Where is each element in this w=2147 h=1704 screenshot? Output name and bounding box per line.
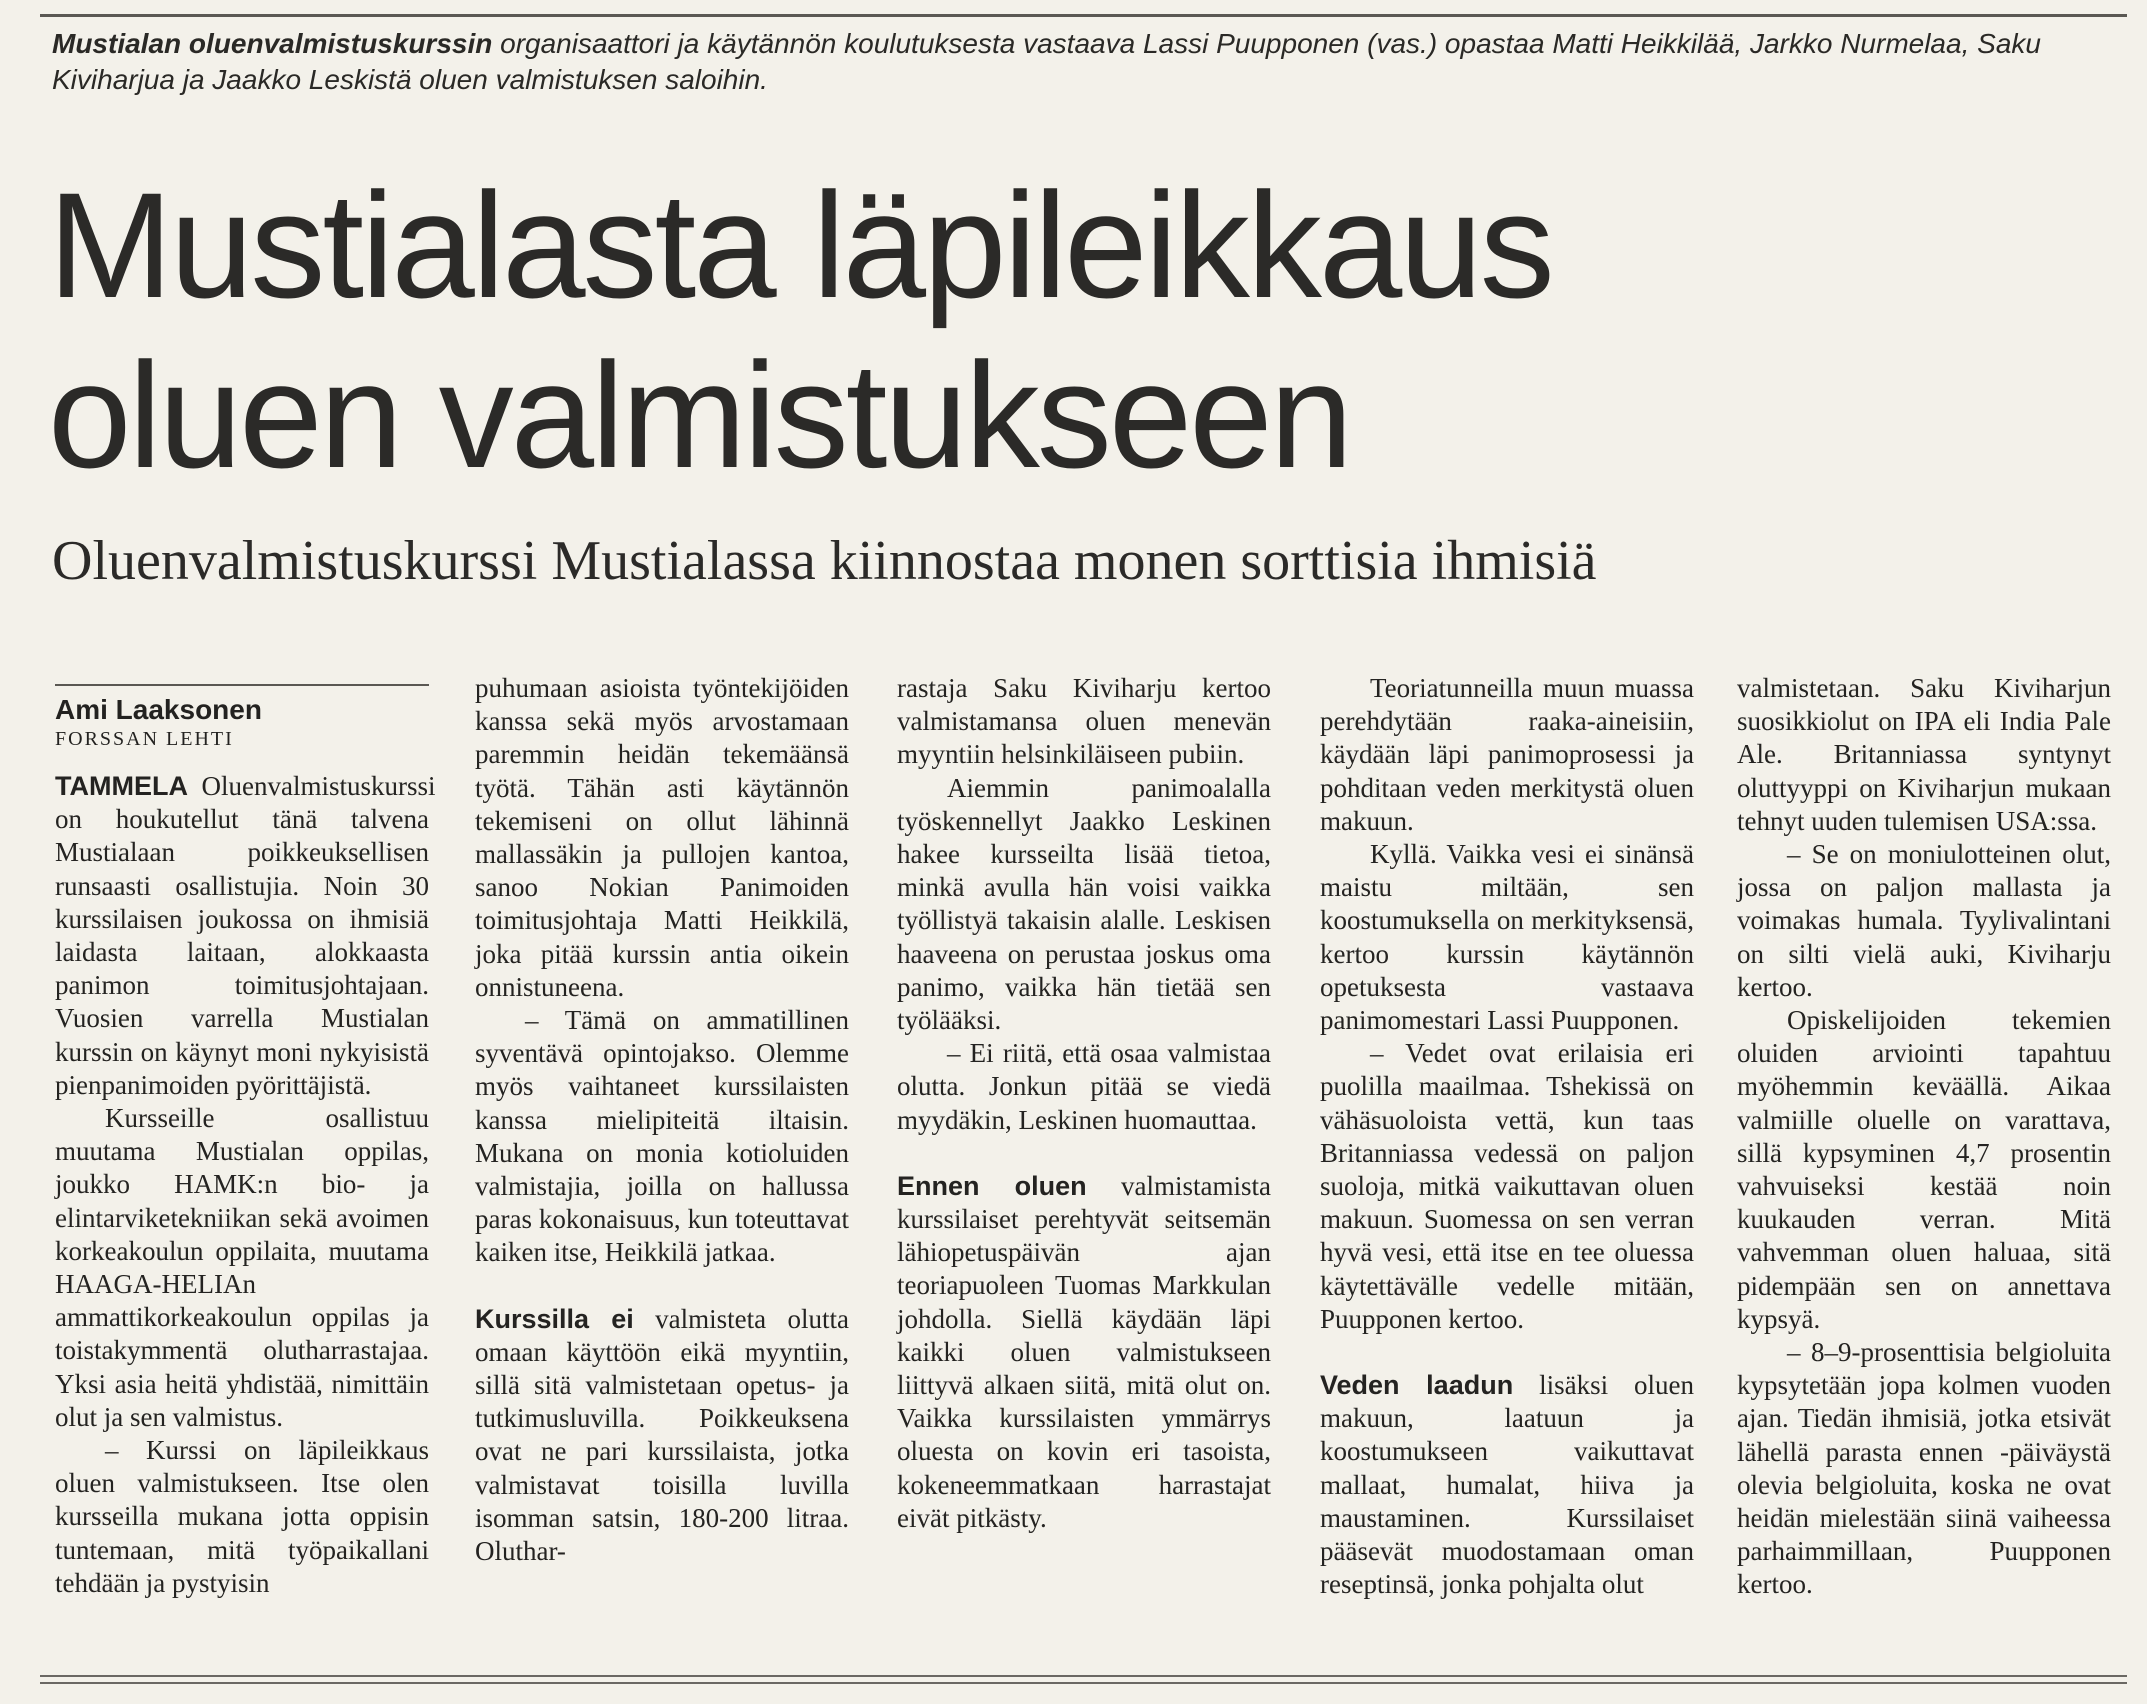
paragraph-text: lisäksi oluen makuun, laatuun ja koostumukseen vaikuttavat mallaat, humalat, hiiva ja maustaminen. Kurssilaiset pääsevät muodostamaan oman reseptinsä, jonka pohjalta olut <box>1320 1370 1694 1600</box>
bottom-rule <box>40 1675 2127 1677</box>
article-paragraph <box>897 1170 1271 1535</box>
paragraph-text: valmistamista kurssilaiset perehtyvät seitsemän lähiopetuspäivän ajan teoriapuoleen Tuomas Markkulan johdolla. Siellä käydään läpi kaikki oluen valmistukseen liittyvä alkaen siitä, mitä olut on. Vaikka kurssilaisten ymmärrys oluesta on kovin eri tasoista, kokeneemmatkaan harrastajat eivät pitkästy. <box>897 1170 1271 1533</box>
byline-author: Ami Laaksonen <box>55 694 262 725</box>
article-column-5 <box>1737 672 2111 1602</box>
article-paragraph: – Se on moniulotteinen olut, jossa on paljon mallasta ja voimakas humala. Tyylivalintani on silti vielä auki, Kiviharju kertoo. <box>1737 839 2111 1002</box>
headline-line-1: Mustialasta läpileikkaus <box>48 161 1552 329</box>
article-paragraph: rastaja Saku Kiviharju kertoo valmistamansa oluen menevän myyntiin helsinkiläiseen pubiin. <box>897 673 1271 770</box>
article-paragraph <box>475 1303 849 1569</box>
article-paragraph: – Tämä on ammatillinen syventävä opintojakso. Olemme myös vaihtaneet kurssilaisten kanssa mielipiteitä iltaisin. Mukana on monia kotioluiden valmistajia, joilla on hallussa paras kokonaisuus, kun toteuttavat kaiken itse, Heikkilä jatkaa. <box>475 1005 849 1268</box>
article-paragraph: Teoriatunneilla muun muassa perehdytään raaka-aineisiin, käydään läpi panimoprosessi ja pohditaan veden merkitystä oluen makuun. <box>1320 673 1694 836</box>
article-paragraph: Aiemmin panimoalalla työskennellyt Jaakko Leskinen hakee kursseilta lisää tietoa, minkä avulla hän voisi vaikka työllistyä takaisin alalle. Leskisen haaveena on perustaa joskus oma panimo, vaikka hän tietää sen työlääksi. <box>897 772 1271 1036</box>
article-paragraph: – 8–9-prosenttisia belgioluita kypsytetään jopa kolmen vuoden ajan. Tiedän ihmisiä, jotka etsivät lähellä parasta ennen -päiväystä olevia belgioluita, koska ne ovat heidän mielestään siinä vaiheessa parhaimmillaan, Puupponen kertoo. <box>1737 1337 2111 1600</box>
article-paragraph: – Vedet ovat erilaisia eri puolilla maailmaa. Tshekissä on vähäsuoloista vettä, kun taas Britanniassa vedessä on paljon suoloja, mitkä vaikuttavan oluen makuun. Suomessa on sen verran hyvä vesi, että itse en tee oluessa käytettävälle vedelle mitään, Puupponen kertoo. <box>1320 1038 1694 1334</box>
byline-paper: FORSSAN LEHTI <box>55 728 234 750</box>
paragraph-text: valmisteta olutta omaan käyttöön eikä myyntiin, sillä sitä valmistetaan opetus- ja tutkimusluvilla. Poikkeuksena ovat ne pari kurssilaista, jotka valmistavat toisilla luvilla isomman satsin, 180-200 litraa. Oluthar- <box>475 1303 849 1567</box>
article-column-4 <box>1320 672 1694 1601</box>
section-lead: Veden laadun <box>1320 1370 1514 1401</box>
article-paragraph: Kyllä. Vaikka vesi ei sinänsä maistu miltään, sen koostumuksella on merkityksensä, kertoo kurssin käytännön opetuksesta vastaava panimomestari Lassi Puupponen. <box>1320 839 1694 1036</box>
bottom-rule <box>40 1682 2127 1684</box>
paragraph-text: Oluenvalmistuskurssi on houkutellut tänä talvena Mustialaan poikkeuksellisen runsaasti osallistujia. Noin 30 kurssilaisen joukossa on ihmisiä laidasta laitaan, alokkaasta panimon toimitusjohtajaan. Vuosien varrella Mustialan kurssin on käynyt moni nykyisistä pienpanimoiden pyörittäjistä. <box>55 771 436 1100</box>
headline <box>48 160 2108 500</box>
headline-line-2: oluen valmistukseen <box>48 331 1351 499</box>
article-paragraph <box>55 770 436 1102</box>
photo-caption <box>52 26 2112 98</box>
article-column-3 <box>897 672 1271 1535</box>
section-lead: Ennen oluen <box>897 1170 1087 1201</box>
top-rule <box>40 14 2127 17</box>
caption-lead: Mustialan oluenvalmistuskurssin <box>52 28 493 59</box>
article-column-1 <box>55 770 436 1600</box>
article-paragraph: – Kurssi on läpileikkaus oluen valmistukseen. Itse olen kursseilla mukana jotta oppisin tuntemaan, mitä työpaikallani tehdään ja pystyisin <box>55 1435 429 1598</box>
article-column-2 <box>475 672 849 1568</box>
dateline: TAMMELA <box>55 771 188 801</box>
article-paragraph <box>1320 1369 1694 1601</box>
section-lead: Kurssilla ei <box>475 1303 634 1334</box>
article-paragraph: – Ei riitä, että osaa valmistaa olutta. Jonkun pitää se viedä myydäkin, Leskinen huomauttaa. <box>897 1038 1271 1135</box>
byline-rule <box>55 684 429 686</box>
caption-text: organisaattori ja käytännön koulutuksesta vastaava Lassi Puupponen (vas.) opastaa Matti Heikkilää, Jarkko Nurmelaa, Saku Kiviharjua ja Jaakko Leskistä oluen valmistuksen saloihin. <box>52 28 2041 95</box>
article-paragraph: puhumaan asioista työntekijöiden kanssa sekä myös arvostamaan paremmin heidän tekemäänsä työtä. Tähän asti käytännön tekemiseni on ollut lähinnä mallassäkin ja pullojen kantoa, sanoo Nokian Panimoiden toimitusjohtaja Matti Heikkilä, joka pitää kurssin antia oikein onnistuneena. <box>475 673 849 1002</box>
article-paragraph: Opiskelijoiden tekemien oluiden arviointi tapahtuu myöhemmin keväällä. Aikaa valmiille oluelle on varattava, sillä kypsyminen 4,7 prosentin vahvuiseksi kestää noin kuukauden verran. Mitä vahvemman oluen haluaa, sitä pidempään sen on annettava kypsyä. <box>1737 1005 2111 1334</box>
article-paragraph: Kursseille osallistuu muutama Mustialan oppilas, joukko HAMK:n bio- ja elintarviketekniikan sekä avoimen korkeakoulun oppilaita, muutama HAAGA-HELIAn ammattikorkeakoulun oppilas ja toistakymmentä olutharrastajaa. Yksi asia heitä yhdistää, nimittäin olut ja sen valmistus. <box>55 1103 429 1432</box>
subheadline: Oluenvalmistuskurssi Mustialassa kiinnostaa monen sorttisia ihmisiä <box>52 530 1597 592</box>
article-paragraph: valmistetaan. Saku Kiviharjun suosikkiolut on IPA eli India Pale Ale. Britanniassa syntynyt oluttyyppi on Kiviharjun mukaan tehnyt uuden tulemisen USA:ssa. <box>1737 673 2111 836</box>
